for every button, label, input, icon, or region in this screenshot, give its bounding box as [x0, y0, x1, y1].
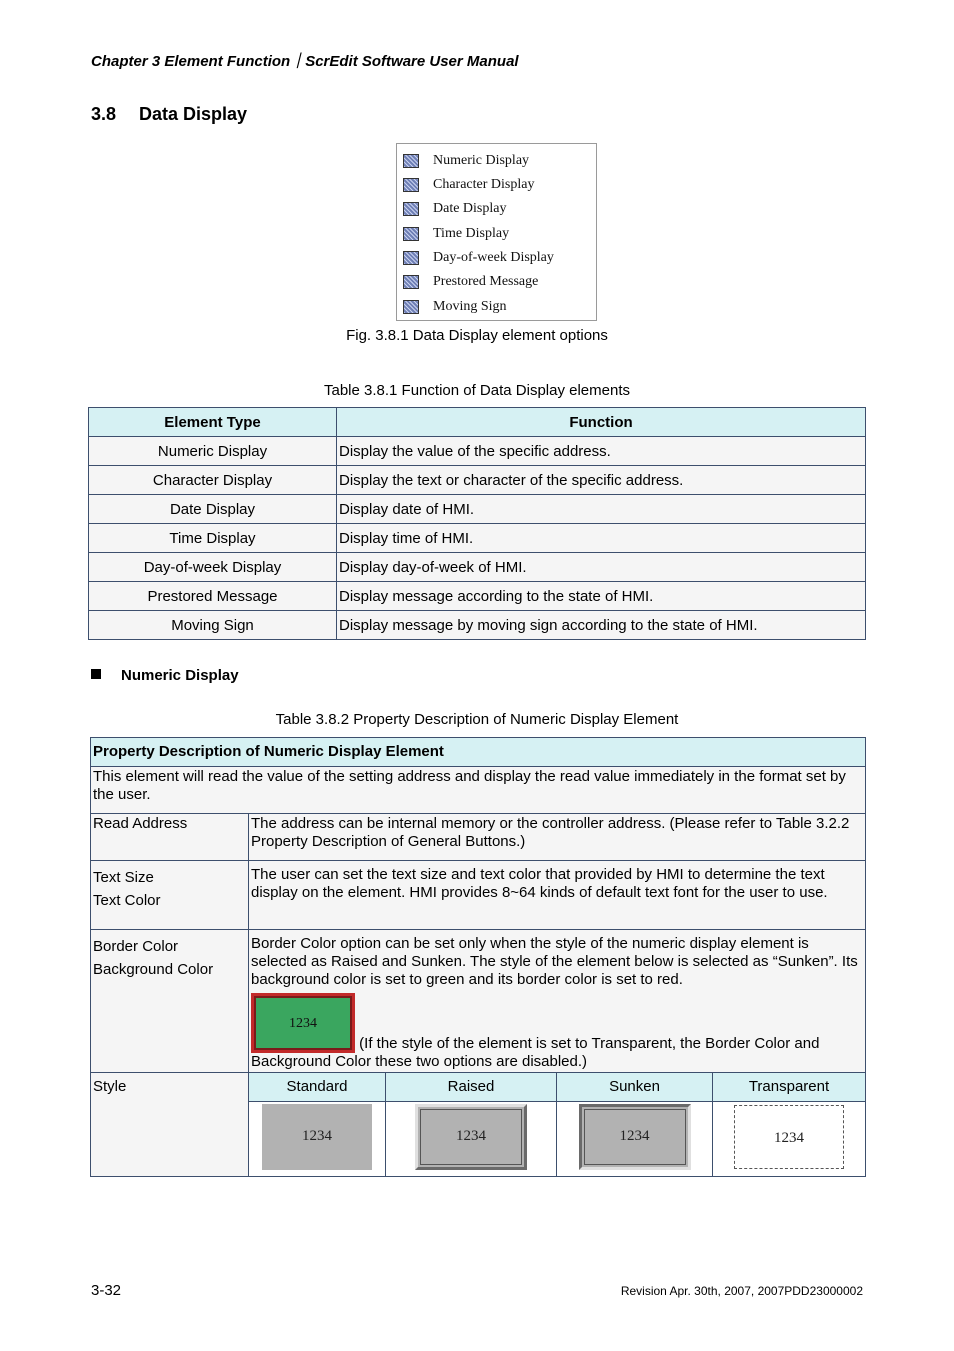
table-row: Day-of-week Display Display day-of-week of HMI.: [89, 553, 866, 582]
read-address-desc: The address can be internal memory or the controller address. (Please refer to Table 3.2.2 Property Description of General Buttons.): [249, 814, 866, 861]
style-sample-sunken-cell: [557, 1102, 713, 1177]
table-row: Numeric Display Display the value of the specific address.: [89, 437, 866, 466]
color-labels: Border Color Background Color: [91, 930, 249, 1073]
element-icon: [403, 227, 419, 241]
section-number: 3.8: [91, 104, 117, 124]
table-row: Prestored Message Display message according to the state of HMI.: [89, 582, 866, 611]
table-row: Date Display Display date of HMI.: [89, 495, 866, 524]
sunken-green-sample: 1234: [251, 993, 355, 1053]
revision-note: Revision Apr. 30th, 2007, 2007PDD23000002: [620, 1284, 863, 1298]
section-heading: [91, 104, 247, 125]
style-header-raised: Raised: [386, 1073, 557, 1102]
element-icon: [403, 202, 419, 216]
element-icon: [403, 154, 419, 168]
element-icon: [403, 178, 419, 192]
table1-header-element-type: Element Type: [89, 408, 337, 437]
table2-title: Property Description of Numeric Display Element: [91, 738, 866, 767]
page-number: 3-32: [91, 1282, 122, 1299]
style-sample-raised-cell: [386, 1102, 557, 1177]
table2-intro: This element will read the value of the setting address and display the read value immediately in the format set by the user.: [91, 767, 866, 814]
table-row: Character Display Display the text or character of the specific address.: [89, 466, 866, 495]
data-display-function-table: [88, 407, 866, 640]
style-sample-transparent-cell: [713, 1102, 866, 1177]
subsection-heading: Numeric Display: [91, 667, 239, 684]
read-address-label: Read Address: [91, 814, 249, 861]
transparent-style-sample: 1234: [734, 1105, 844, 1169]
style-header-standard: Standard: [249, 1073, 386, 1102]
page-header: Chapter 3 Element Function｜ScrEdit Software User Manual: [91, 53, 519, 70]
numeric-display-property-table: [90, 737, 866, 1177]
style-label: Style: [91, 1073, 249, 1177]
table2-caption: Table 3.8.2 Property Description of Numeric Display Element: [275, 711, 679, 728]
table1-header-function: Function: [337, 408, 866, 437]
standard-style-sample: 1234: [262, 1104, 372, 1170]
element-icon: [403, 251, 419, 265]
table-row: Time Display Display time of HMI.: [89, 524, 866, 553]
style-header-sunken: Sunken: [557, 1073, 713, 1102]
style-header-transparent: Transparent: [713, 1073, 866, 1102]
element-icon: [403, 275, 419, 289]
section-title: Data Display: [139, 104, 248, 124]
figure-caption: Fig. 3.8.1 Data Display element options: [346, 327, 608, 344]
sunken-style-sample: 1234: [579, 1104, 691, 1170]
color-desc: Border Color option can be set only when the style of the numeric display element is selected as Raised and Sunken. The style of the element below is selected as “Sunken”. Its background color is set to green and its border color is set to red. 1234 (If the style of the element is set to Transparent, the Border Color and Background Color these two options are disabled.): [249, 930, 866, 1073]
data-display-options-menu: Numeric Display Character Display Date Display Time Display Day-of-week Display Prestored Message Moving Sign: [396, 143, 597, 321]
text-desc: The user can set the text size and text color that provided by HMI to determine the text display on the element. HMI provides 8~64 kinds of default text font for the user to use.: [249, 861, 866, 930]
style-sample-standard-cell: [249, 1102, 386, 1177]
element-icon: [403, 300, 419, 314]
raised-style-sample: 1234: [415, 1104, 527, 1170]
text-labels: Text Size Text Color: [91, 861, 249, 930]
table-row: Moving Sign Display message by moving sign according to the state of HMI.: [89, 611, 866, 640]
table1-caption: Table 3.8.1 Function of Data Display elements: [324, 382, 630, 399]
bullet-square-icon: [91, 669, 101, 679]
